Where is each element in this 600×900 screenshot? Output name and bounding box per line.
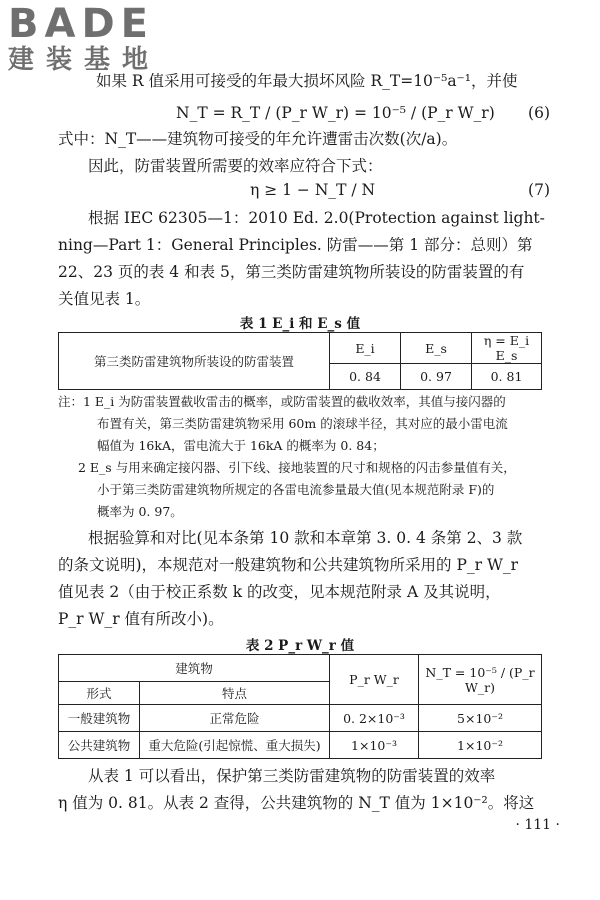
paragraph-3-line-1: 根据 IEC 62305—1：2010 Ed. 2.0(Protection against light- — [88, 209, 545, 227]
paragraph-4-line-1: 根据验算和对比(见本条第 10 款和本章第 3. 0. 4 条第 2、3 款 — [88, 529, 523, 547]
table-row — [59, 705, 542, 732]
table-2-cell-nt: 1×10⁻² — [419, 732, 542, 759]
table-2-header-nt: N_T = 10⁻⁵ / (P_r W_r) — [419, 655, 542, 705]
table-2-header-form: 形式 — [59, 682, 140, 705]
note-2-line-2: 小于第三类防雷建筑物所规定的各雷电流参量最大值(见本规范附录 F)的 — [97, 482, 495, 497]
bade-logo — [8, 1, 161, 75]
logo-subtitle: 建装基地 — [8, 45, 161, 75]
table-row — [59, 732, 542, 759]
table-2-cell-form: 公共建筑物 — [59, 732, 140, 759]
table-2-header-building: 建筑物 — [59, 655, 330, 682]
table-2-header-feature: 特点 — [140, 682, 330, 705]
paragraph-3-line-2: ning—Part 1：General Principles. 防雷——第 1 部分：总则）第 — [58, 236, 533, 254]
table-1-value-es: 0. 97 — [401, 364, 472, 390]
equation-7: η ≥ 1 − N_T / N — [250, 181, 376, 199]
table-2-cell-feature: 重大危险(引起惊慌、重大损失) — [140, 732, 330, 759]
equation-6: N_T = R_T / (P_r W_r) = 10⁻⁵ / (P_r W_r) — [176, 104, 495, 122]
table-2-header-prwr: P_r W_r — [330, 655, 419, 705]
table-2-cell-feature: 正常危险 — [140, 705, 330, 732]
table-1-header-eta: η = E_i E_s — [472, 333, 542, 364]
paragraph-4-line-2: 的条文说明)，本规范对一般建筑物和公共建筑物所采用的 P_r W_r — [58, 556, 519, 574]
table-1-caption: 表 1 E_i 和 E_s 值 — [239, 316, 361, 332]
paragraph-3-line-3: 22、23 页的表 4 和表 5，第三类防雷建筑物所装设的防雷装置的有 — [58, 263, 525, 281]
table-2-cell-form: 一般建筑物 — [59, 705, 140, 732]
table-2-cell-prwr: 0. 2×10⁻³ — [330, 705, 419, 732]
paragraph-5-line-2: η 值为 0. 81。从表 2 查得，公共建筑物的 N_T 值为 1×10⁻²。将这 — [58, 794, 535, 812]
note-1-line-2: 布置有关，第三类防雷建筑物采用 60m 的滚球半径，其对应的最小雷电流 — [97, 416, 508, 431]
table-2-cell-prwr: 1×10⁻³ — [330, 732, 419, 759]
equation-6-number: (6) — [528, 104, 550, 122]
page-number: · 111 · — [515, 817, 560, 833]
note-2-line-3: 概率为 0. 97。 — [97, 504, 183, 519]
table-1-row-label: 第三类防雷建筑物所装设的防雷装置 — [59, 333, 330, 390]
equation-7-number: (7) — [528, 181, 550, 199]
note-2-line-1: 2 E_s 与用来确定接闪器、引下线、接地装置的尺寸和规格的闪击参量值有关， — [78, 460, 516, 475]
table-1 — [58, 332, 542, 390]
table-2 — [58, 654, 542, 759]
paragraph-5-line-1: 从表 1 可以看出，保护第三类防雷建筑物的防雷装置的效率 — [88, 767, 496, 785]
table-2-cell-nt: 5×10⁻² — [419, 705, 542, 732]
paragraph-4-line-4: P_r W_r 值有所改小)。 — [58, 610, 224, 628]
definition-nt: 式中：N_T——建筑物可接受的年允许遭雷击次数(次/a)。 — [58, 130, 458, 148]
table-1-value-ei: 0. 84 — [330, 364, 401, 390]
table-1-header-ei: E_i — [330, 333, 401, 364]
paragraph-2: 因此，防雷装置所需要的效率应符合下式： — [88, 157, 383, 175]
note-1-line-1: 注：1 E_i 为防雷装置截收雷击的概率，或防雷装置的截收效率，其值与接闪器的 — [58, 394, 506, 409]
table-1-header-es: E_s — [401, 333, 472, 364]
paragraph-4-line-3: 值见表 2（由于校正系数 k 的改变，见本规范附录 A 及其说明， — [58, 583, 501, 601]
paragraph-3-line-4: 关值见表 1。 — [58, 290, 151, 308]
logo-wordmark: BADE — [8, 1, 154, 47]
table-2-caption: 表 2 P_r W_r 值 — [245, 638, 355, 654]
note-1-line-3: 幅值为 16kA，雷电流大于 16kA 的概率为 0. 84； — [97, 438, 385, 453]
paragraph-1: 如果 R 值采用可接受的年最大损坏风险 R_T=10⁻⁵a⁻¹，并使 — [96, 72, 518, 90]
table-1-value-eta: 0. 81 — [472, 364, 542, 390]
